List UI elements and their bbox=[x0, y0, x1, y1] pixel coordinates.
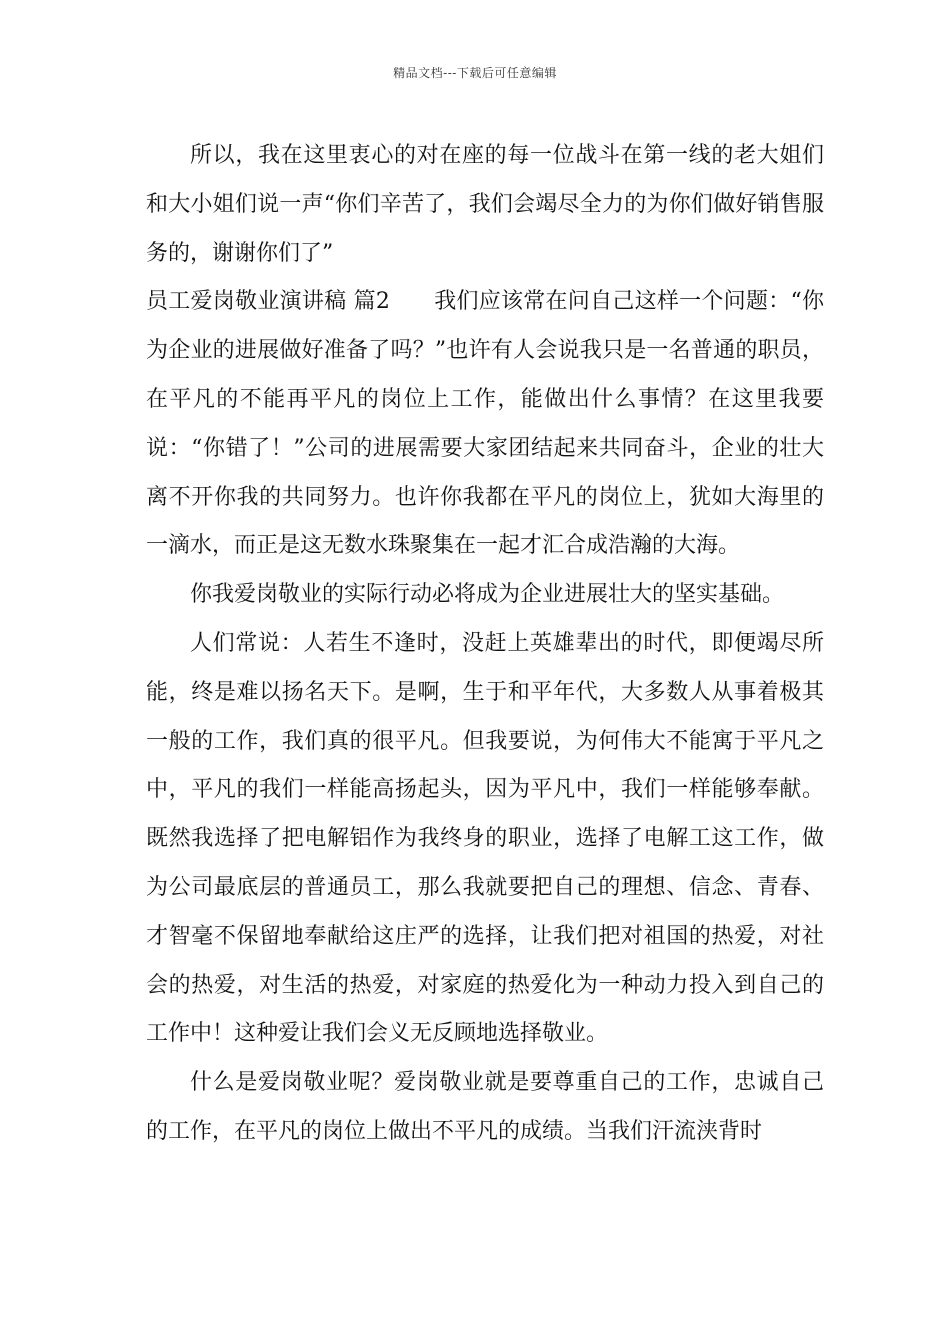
paragraph-readiness-question: 我们应该常在问自己这样一个问题：“你为企业的进展做好准备了吗？”也许有人会说我只是一名普通的职员，在平凡的不能再平凡的岗位上工作，能做出什么事情？在这里我要说：“你错了！”公司的进展需要大家团结起来共同奋斗，企业的壮大离不开你我的共同努力。也许你我都在平凡的岗位上，犹如大海里的一滴水，而正是这无数水珠聚集在一起才汇合成浩瀚的大海。 bbox=[146, 289, 824, 559]
document-body bbox=[146, 132, 824, 1157]
page-header: 精品文档---下载后可任意编辑 bbox=[393, 66, 557, 80]
paragraph-what-is-dedication: 什么是爱岗敬业呢？爱岗敬业就是要尊重自己的工作，忠诚自己的工作，在平凡的岗位上做出不平凡的成绩。当我们汗流浃背时 bbox=[146, 1070, 824, 1144]
paragraph-ordinary-dedication: 人们常说：人若生不逢时，没赶上英雄辈出的时代，即便竭尽所能，终是难以扬名天下。是啊，生于和平年代，大多数人从事着极其一般的工作，我们真的很平凡。但我要说，为何伟大不能寓于平凡之中，平凡的我们一样能高扬起头，因为平凡中，我们一样能够奉献。既然我选择了把电解铝作为我终身的职业，选择了电解工这工作，做为公司最底层的普通员工，那么我就要把自己的理想、信念、青春、才智毫不保留地奉献给这庄严的选择，让我们把对祖国的热爱，对社会的热爱，对生活的热爱，对家庭的热爱化为一种动力投入到自己的工作中！这种爱让我们会义无反顾地选择敬业。 bbox=[146, 630, 824, 1047]
paragraph-closing-thanks: 所以，我在这里衷心的对在座的每一位战斗在第一线的老大姐们和大小姐们说一声“你们辛苦了，我们会竭尽全力的为你们做好销售服务的，谢谢你们了” bbox=[146, 143, 824, 266]
section-title: 员工爱岗敬业演讲稿 篇2 bbox=[146, 289, 390, 315]
paragraph-foundation: 你我爱岗敬业的实际行动必将成为企业进展壮大的坚实基础。 bbox=[190, 582, 785, 608]
paragraph-section-2 bbox=[146, 278, 824, 571]
